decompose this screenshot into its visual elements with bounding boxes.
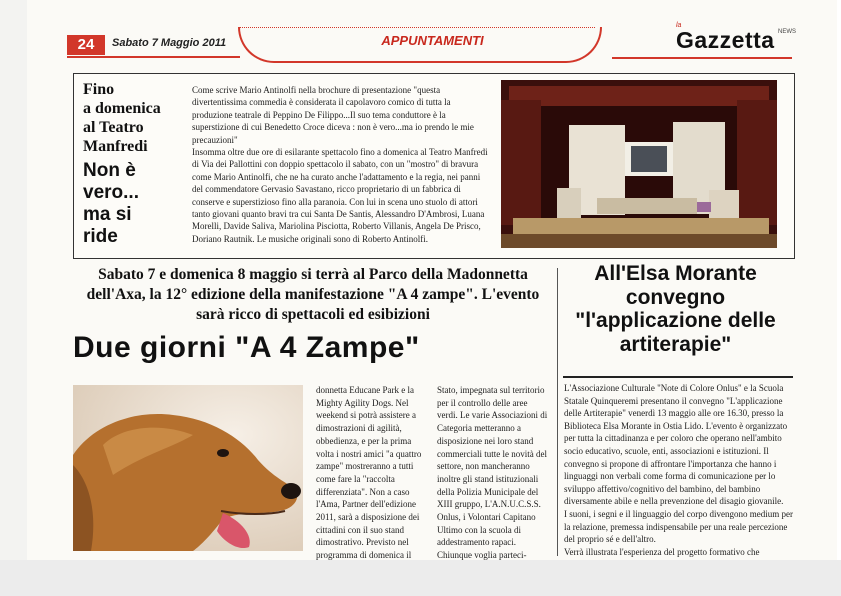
masthead-prefix: la: [676, 22, 682, 29]
convegno-rule: [563, 376, 793, 378]
title-line: ma si: [83, 204, 132, 225]
dog-article-column-2: [437, 384, 549, 562]
column-divider: [557, 268, 558, 556]
kicker-line: al Teatro: [83, 119, 144, 136]
section-title: APPUNTAMENTI: [381, 33, 484, 48]
theatre-kicker: [83, 80, 183, 156]
dog-article-text: donnetta Educane Park e la Mighty Agility Dogs. Nel weekend si potrà assistere a dimostrazioni di agilità, obbedienza, e per la prima volta i nostri amici "a quattro zampe" mostreranno a tutti come fare la "raccolta differenziata". Non a caso l'Ama, Partner dell'edizione 2011, sarà a disposizione dei cittadini con il suo stand dimostrativo. Previsto nel programma di domenica il: [316, 385, 422, 561]
convegno-paragraph: I suoni, i segni e il linguaggio del corpo divengono medium per la relazione, premessa indispensabile per una reale percezione del proprio sé e dell'altro.: [564, 508, 793, 545]
convegno-paragraph: L'Associazione Culturale "Note di Colore Onlus" e la Scuola Statale Quinqueremi presentano il convegno "L'applicazione delle Artiterapie" venerdì 13 maggio alle ore 16.30, presso la Biblioteca Elsa Morante in Ostia Lido. L'evento è organizzato per tutta la cittadinanza e per coloro che operano nell'ambito socio educativo, scuole, enti, associazioni e istituzioni. Il convegno si propone di affrontare l'importanza che hanno i linguaggi non verbali come forma di comunicazione per lo sviluppo affettivo/cognitivo del bambino, del bambino diversamente abile e nella prevenzione del disagio giovanile.: [564, 383, 788, 507]
scan-bottom-margin: [0, 560, 841, 596]
title-line: vero...: [83, 182, 139, 203]
header-rule-left: [67, 56, 240, 58]
convegno-paragraph: Verrà illustrata l'esperienza del progetto formativo che: [564, 546, 760, 557]
left-gutter: [0, 0, 27, 596]
theatre-stage-photo: [501, 80, 777, 248]
theatre-paragraph: Insomma oltre due ore di esilarante spettacolo fino a domenica al Teatro Manfredi di Via dei Pallottini con doppio spettacolo il sabato, con un "mostro" di bravura come Mario Antinolfi, che ne ha curato anche l'adattamento e la regia, nei panni del commendatore Gervasio Savastano, ricco proprietario di un fabbrica di conserve e superstizioso fino alla paranoia. Con lui in scena uno stuolo di attori tanto giovani quanto bravi tra cui Santa De Santis, Alessandro D'Ambrosi, Luana Morelli, Davide Saliva, Mariolina Pisciotta, Roberto Villanis, Angela De Prisco, Doriano Rautnik. Le musiche originali sono di Roberto Antinolfi.: [192, 147, 488, 244]
kicker-line: a domenica: [83, 100, 161, 117]
issue-date: Sabato 7 Maggio 2011: [112, 37, 227, 49]
page-number: 24: [67, 35, 105, 55]
title-line: ride: [83, 226, 118, 247]
title-line: Non è: [83, 160, 136, 181]
theatre-body: [192, 84, 492, 245]
convegno-body: [564, 382, 796, 558]
dog-article-column-1: [316, 384, 428, 562]
dog-article-subheading: Sabato 7 e domenica 8 maggio si terrà al Parco della Madonnetta dell'Axa, la 12° edizione della manifestazione "A 4 zampe". L'evento sarà ricco di spettacoli ed esibizioni: [86, 266, 540, 323]
header-rule-right: [612, 57, 792, 59]
masthead: Gazzetta: [676, 27, 775, 53]
kicker-line: Manfredi: [83, 138, 148, 155]
theatre-title: [83, 160, 183, 248]
kicker-line: Fino: [83, 81, 115, 98]
dog-article-text: Stato, impegnata sul territorio per il controllo delle aree verdi. Le varie Associazioni di Categoria metteranno a disposizione nei loro stand commerciali tutte le novità del settore, non mancheranno inoltre gli stand istituzionali della Polizia Municipale del XIII gruppo, L'A.N.U.C.S.S. Onlus, i Volontari Capitano Ultimo con la scuola di addestramento rapaci. Chiunque voglia parteci-: [437, 385, 548, 561]
masthead-tag: NEWS: [778, 29, 796, 35]
convegno-headline: All'Elsa Morante convegno "l'applicazione delle artiterapie": [575, 262, 776, 356]
dog-article-headline: Due giorni "A 4 Zampe": [73, 331, 420, 364]
golden-retriever-photo: [73, 385, 303, 551]
theatre-headline: [83, 80, 183, 248]
theatre-paragraph: Come scrive Mario Antinolfi nella brochure di presentazione "questa divertentissima commedia è considerata il capolavoro comico di tutta la produzione teatrale di Peppino De Filippo...Il suo tema conduttore è la superstizione di cui Benedetto Croce diceva : non è vero...ma io prendo le mie precauzioni": [192, 85, 474, 145]
